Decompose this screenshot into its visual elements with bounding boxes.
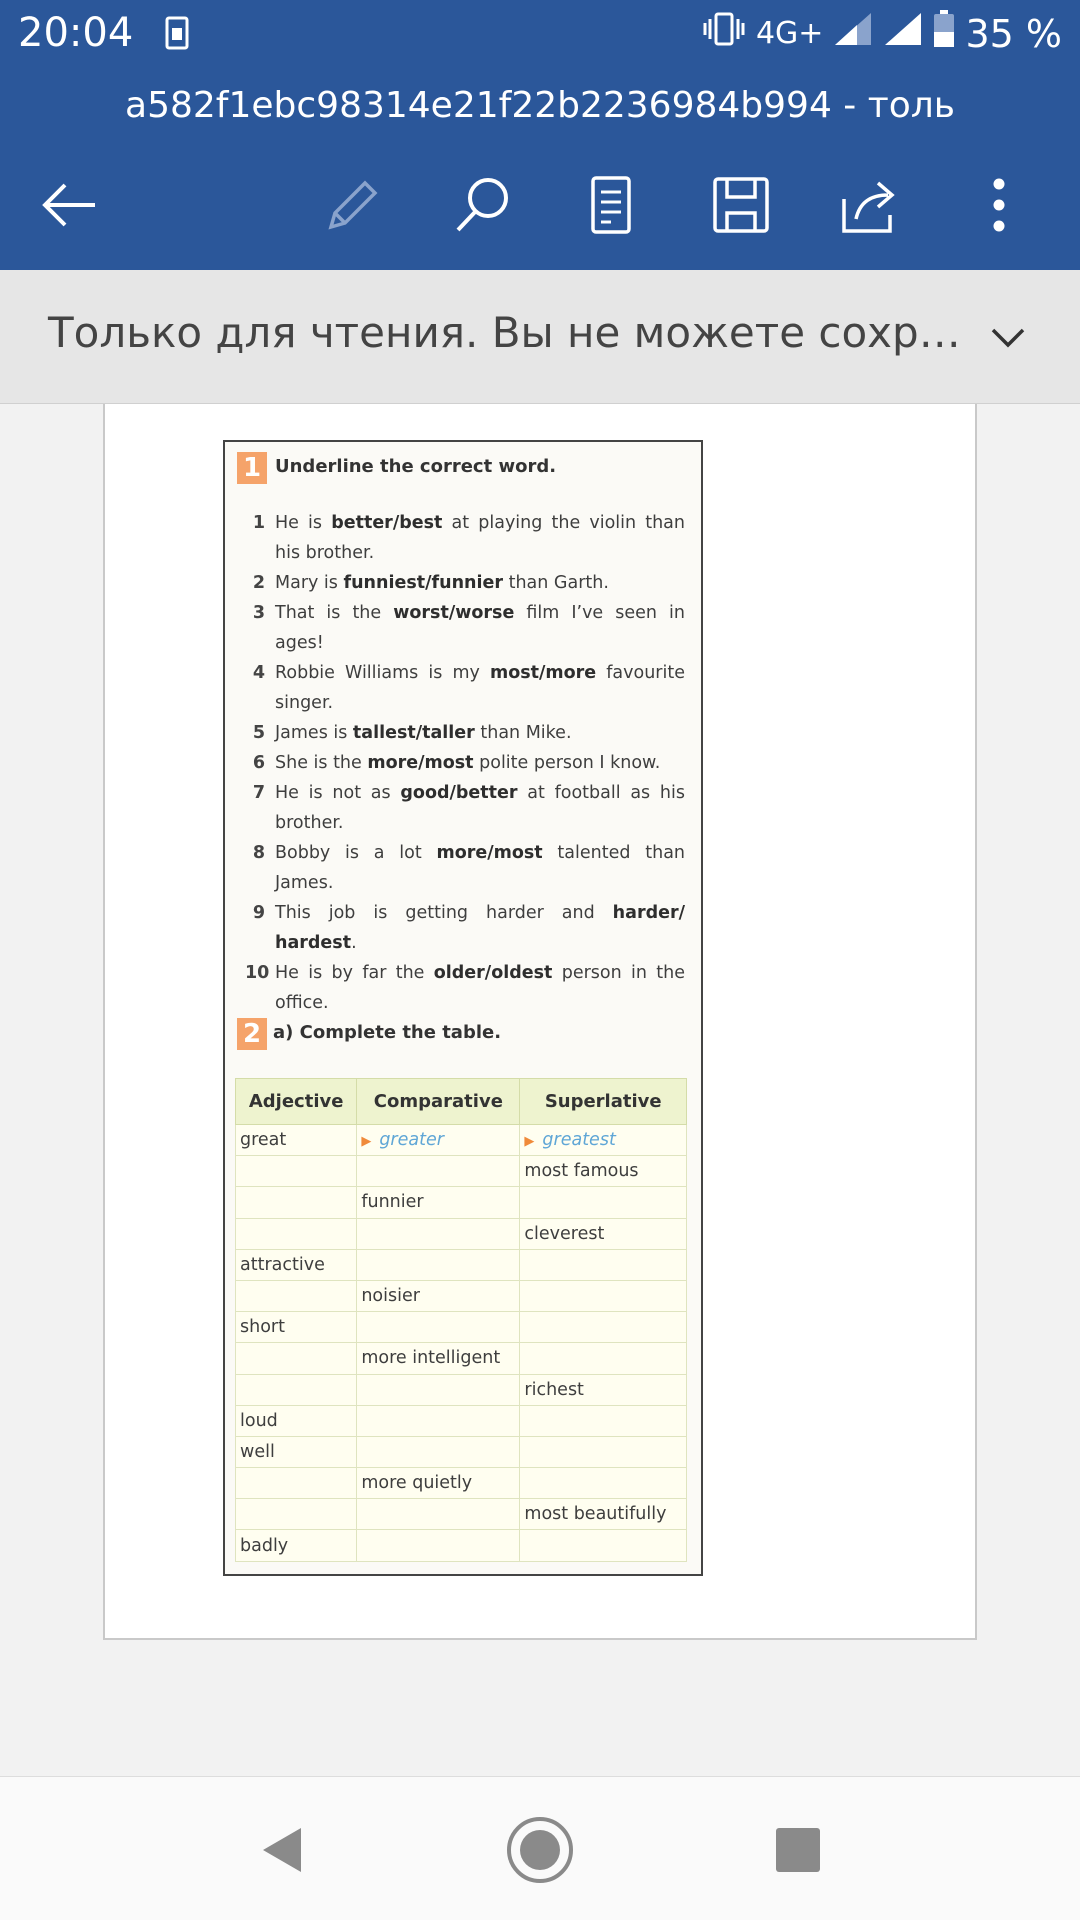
exercise-1-items (245, 508, 685, 1018)
item-text (275, 898, 685, 958)
table-row (236, 1343, 687, 1374)
example-answer: greatest (542, 1130, 616, 1151)
exercise-1-heading: Underline the correct word. (275, 456, 557, 477)
item-number: 1 (252, 513, 265, 533)
item-text (275, 508, 685, 568)
table-cell (520, 1249, 687, 1280)
table-cell (236, 1187, 357, 1218)
save-icon (711, 175, 771, 235)
item-text-part: She is the (275, 753, 368, 773)
read-only-message: Только для чтения. Вы не можете сохр… (48, 308, 961, 357)
item-text-part: talented than James. (275, 843, 686, 893)
table-cell (520, 1125, 687, 1156)
nav-back-button[interactable] (246, 1815, 316, 1885)
table-cell: short (236, 1312, 357, 1343)
reading-view-button[interactable] (576, 170, 646, 240)
nav-recents-button[interactable] (763, 1815, 833, 1885)
example-arrow-icon: ▶ (361, 1134, 372, 1150)
chevron-down-icon (990, 327, 1026, 349)
exercise-1-number: 1 (237, 452, 267, 484)
item-text (275, 838, 685, 898)
item-text-part: Bobby is a lot (275, 843, 437, 863)
item-text-part: polite person I know. (473, 753, 661, 773)
item-text-part: He is not as (275, 783, 401, 803)
table-cell: more quietly (357, 1468, 520, 1499)
table-cell (357, 1405, 520, 1436)
table-row (236, 1125, 687, 1156)
item-text-part: James is (275, 723, 353, 743)
table-cell (357, 1312, 520, 1343)
item-text-part: than Garth. (503, 573, 609, 593)
share-icon (838, 175, 900, 235)
exercise-item (245, 898, 685, 958)
word-choice: funniest/funnier (343, 573, 504, 593)
sim-icon (165, 16, 189, 54)
comparison-table (235, 1078, 687, 1562)
more-icon (989, 175, 1009, 235)
table-cell (236, 1156, 357, 1187)
table-cell: noisier (357, 1280, 520, 1311)
table-cell (357, 1125, 520, 1156)
document-page (103, 404, 977, 1640)
item-text-part: at playing the violin than his brother. (275, 513, 685, 563)
table-cell: more intelligent (357, 1343, 520, 1374)
share-button[interactable] (834, 170, 904, 240)
table-cell (520, 1530, 687, 1561)
word-choice: most/more (489, 663, 597, 683)
item-text-part: Mary is (275, 573, 344, 593)
back-triangle-icon (257, 1824, 305, 1876)
table-row (236, 1280, 687, 1311)
table-cell (520, 1312, 687, 1343)
table-cell: attractive (236, 1249, 357, 1280)
item-number: 8 (252, 843, 265, 863)
recents-square-icon (774, 1826, 822, 1874)
item-text (275, 598, 685, 658)
item-text (275, 748, 685, 778)
item-text (275, 958, 685, 1018)
table-cell: badly (236, 1530, 357, 1561)
table-cell (357, 1374, 520, 1405)
exercise-item (245, 778, 685, 838)
table-row (236, 1187, 687, 1218)
navigation-bar (0, 1776, 1080, 1920)
table-cell: cleverest (520, 1218, 687, 1249)
item-text-part: He is by far the (275, 963, 434, 983)
network-type: 4G+ (755, 16, 824, 51)
word-choice: harder/ hardest (275, 903, 685, 953)
item-text-part: That is the (275, 603, 394, 623)
item-text-part: This job is getting harder and (275, 903, 613, 923)
table-cell (236, 1499, 357, 1530)
nav-home-button[interactable] (505, 1815, 575, 1885)
table-cell: most famous (520, 1156, 687, 1187)
table-cell (357, 1156, 520, 1187)
item-text-part: film I’ve seen in ages! (275, 603, 685, 653)
table-cell: funnier (357, 1187, 520, 1218)
item-text (275, 778, 685, 838)
signal-icon (883, 11, 923, 56)
table-row (236, 1249, 687, 1280)
item-text (275, 658, 685, 718)
exercise-2-heading: a) Complete the table. (273, 1022, 502, 1043)
table-cell: well (236, 1436, 357, 1467)
table-cell (520, 1468, 687, 1499)
item-text (275, 568, 685, 598)
word-choice: better/best (331, 513, 443, 533)
column-header: Superlative (520, 1079, 687, 1125)
table-row (236, 1405, 687, 1436)
word-choice: more/most (436, 843, 543, 863)
word-choice: worst/worse (393, 603, 515, 623)
more-options-button[interactable] (964, 170, 1034, 240)
example-arrow-icon: ▶ (524, 1134, 535, 1150)
table-cell (357, 1436, 520, 1467)
table-cell: great (236, 1125, 357, 1156)
home-circle-icon (505, 1815, 575, 1885)
exercise-item (245, 598, 685, 658)
back-arrow-icon (39, 180, 99, 230)
table-row (236, 1468, 687, 1499)
table-cell (357, 1249, 520, 1280)
item-text-part: than Mike. (474, 723, 572, 743)
status-bar (0, 0, 1080, 72)
item-number: 9 (252, 903, 265, 923)
exercise-item (245, 838, 685, 898)
item-text-part: person in the office. (275, 963, 685, 1013)
status-time: 20:04 (18, 10, 134, 56)
word-choice: older/oldest (433, 963, 553, 983)
table-row (236, 1436, 687, 1467)
example-answer: greater (379, 1130, 444, 1151)
item-text (275, 718, 685, 748)
toolbar (0, 140, 1080, 270)
table-cell (357, 1530, 520, 1561)
battery-percent: 35 % (965, 11, 1062, 56)
exercise-2-number: 2 (237, 1018, 267, 1050)
table-cell (357, 1499, 520, 1530)
battery-icon (933, 10, 955, 57)
table-body (236, 1125, 687, 1562)
item-text-part: Robbie Williams is my (275, 663, 490, 683)
item-text-part: . (351, 933, 357, 953)
item-text-part: at football as his brother. (275, 783, 685, 833)
table-header-row (236, 1079, 687, 1125)
edit-button[interactable] (318, 170, 388, 240)
item-text-part: He is (275, 513, 332, 533)
table-row (236, 1156, 687, 1187)
back-button[interactable] (34, 170, 104, 240)
word-choice: more/most (367, 753, 474, 773)
item-number: 6 (252, 753, 265, 773)
read-only-banner[interactable] (0, 270, 1080, 404)
table-cell (520, 1405, 687, 1436)
reading-view-icon (589, 174, 633, 236)
document-area[interactable] (0, 404, 1080, 1776)
textbook-scan (223, 440, 703, 1576)
save-button[interactable] (706, 170, 776, 240)
table-cell (520, 1187, 687, 1218)
exercise-item (245, 568, 685, 598)
item-number: 10 (245, 963, 270, 983)
item-text-part: favourite singer. (275, 663, 685, 713)
pencil-icon (323, 175, 383, 235)
expand-banner-button[interactable] (980, 310, 1036, 366)
exercise-item (245, 748, 685, 778)
exercise-item (245, 958, 685, 1018)
table-cell: richest (520, 1374, 687, 1405)
document-title: a582f1ebc98314e21f22b2236984b994 - толь (0, 72, 1080, 140)
table-row (236, 1218, 687, 1249)
search-icon (452, 174, 514, 236)
table-row (236, 1374, 687, 1405)
table-cell (520, 1436, 687, 1467)
word-choice: tallest/taller (352, 723, 475, 743)
exercise-item (245, 508, 685, 568)
table-row (236, 1530, 687, 1561)
table-cell (236, 1218, 357, 1249)
table-cell (236, 1468, 357, 1499)
vibrate-icon (702, 11, 746, 56)
item-number: 5 (252, 723, 265, 743)
table-cell: loud (236, 1405, 357, 1436)
item-number: 7 (252, 783, 265, 803)
item-number: 2 (252, 573, 265, 593)
word-choice: good/better (400, 783, 518, 803)
exercise-item (245, 718, 685, 748)
item-number: 4 (252, 663, 265, 683)
signal-icon (833, 11, 873, 56)
table-cell (236, 1374, 357, 1405)
search-button[interactable] (448, 170, 518, 240)
table-row (236, 1312, 687, 1343)
table-cell (520, 1343, 687, 1374)
item-number: 3 (252, 603, 265, 623)
table-cell (520, 1280, 687, 1311)
table-cell (236, 1343, 357, 1374)
table-cell (236, 1280, 357, 1311)
table-cell: most beautifully (520, 1499, 687, 1530)
column-header: Comparative (357, 1079, 520, 1125)
table-cell (357, 1218, 520, 1249)
table-row (236, 1499, 687, 1530)
column-header: Adjective (236, 1079, 357, 1125)
exercise-item (245, 658, 685, 718)
